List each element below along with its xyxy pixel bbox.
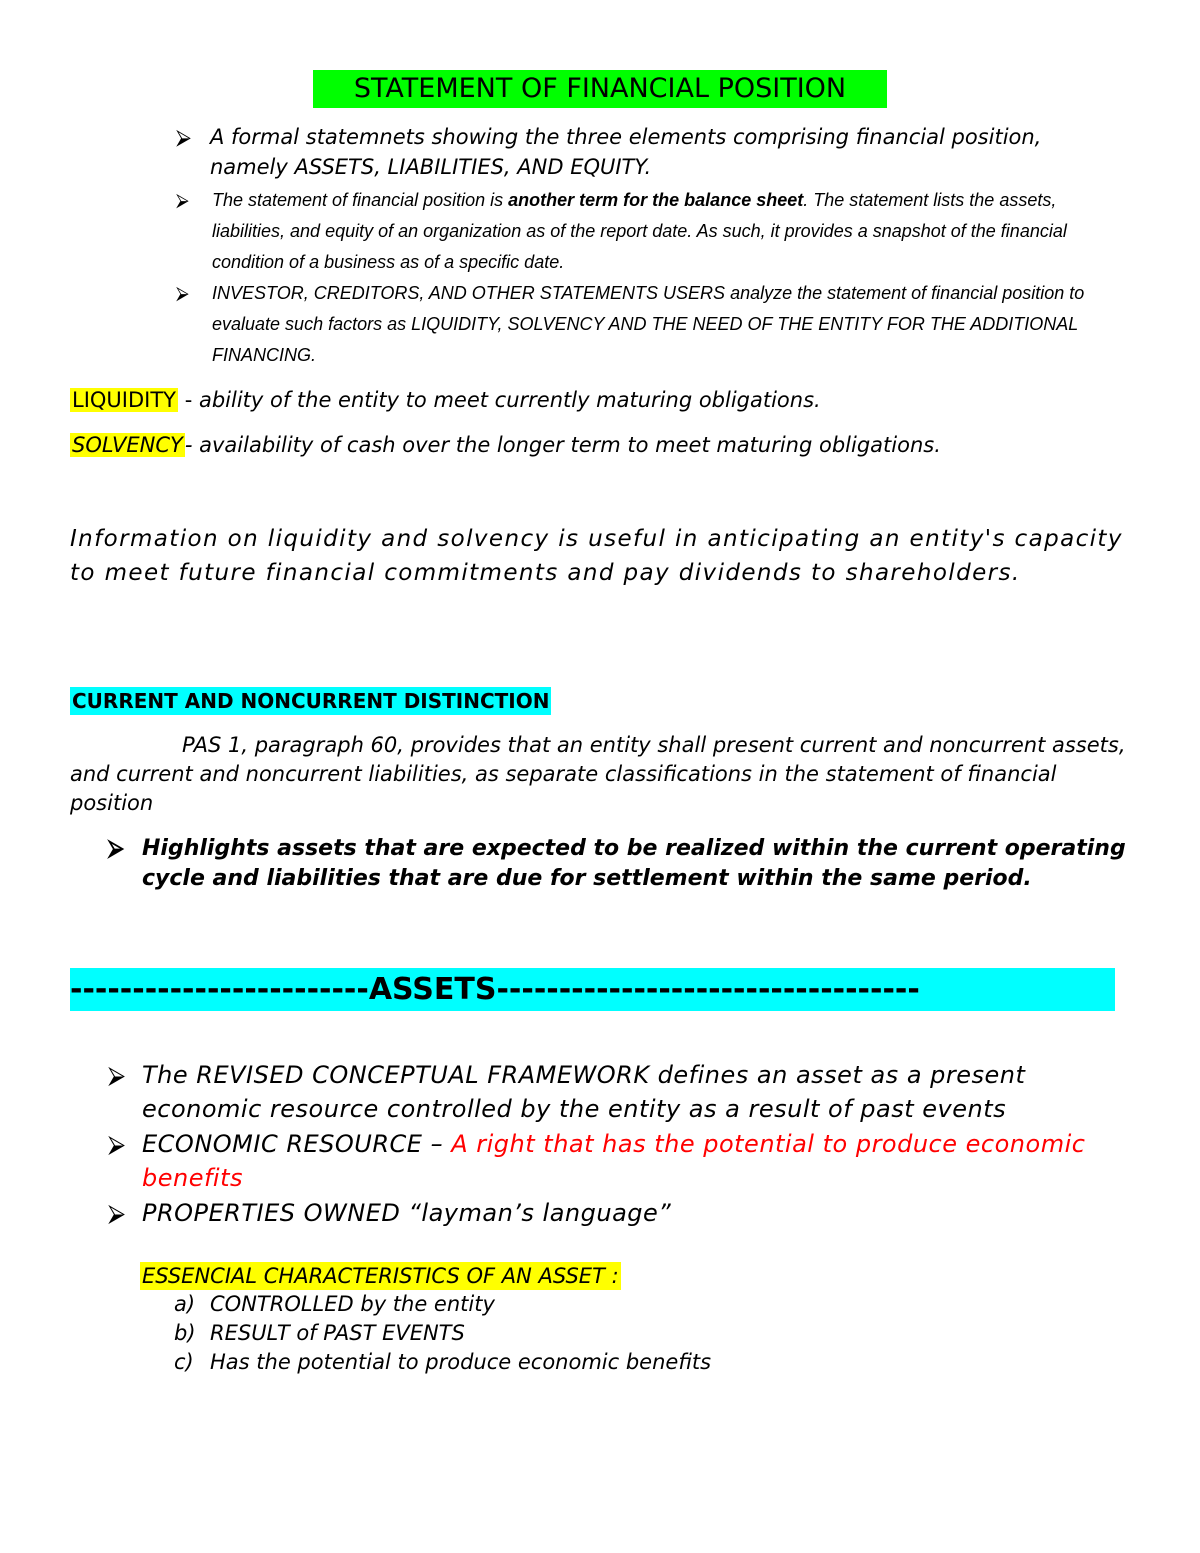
asset-bullet-properties: ⮚ PROPERTIES OWNED “layman’s language” [142, 1196, 1142, 1230]
arrow-bullet-icon: ⮚ [108, 1061, 126, 1089]
bullet-balance-sheet: ⮚ The statement of financial position is another term for the balance sheet. The statement lists the assets, liabilities, and equity of an organization as of the report date. As such, it provides a snapshot of the financial condition of a business as of a specific date. [212, 185, 1122, 278]
arrow-bullet-icon: ⮚ [108, 1130, 126, 1158]
assets-banner: ------------------------ASSETS---------------------------------- [70, 968, 1115, 1011]
liquidity-solvency-info: Information on liquidity and solvency is useful in anticipating an entity's capacity to meet future financial commitments and pay dividends to shareholders. [70, 526, 1123, 586]
arrow-bullet-icon: ⮚ [176, 190, 189, 210]
bold-term: another term for the balance sheet [508, 190, 804, 210]
section-heading-current-noncurrent: CURRENT AND NONCURRENT DISTINCTION [72, 689, 550, 713]
arrow-bullet-icon: ⮚ [108, 1199, 126, 1227]
liquidity-definition: LIQUIDITY - ability of the entity to meet currently maturing obligations. [72, 388, 821, 412]
arrow-bullet-icon: ⮚ [176, 283, 189, 303]
pas-paragraph: PAS 1, paragraph 60, provides that an entity shall present current and noncurrent assets, and current and noncurrent liabilities, as separate classifications in the statement of financial position [70, 733, 1126, 815]
list-item: a) CONTROLLED by the entity [174, 1292, 495, 1316]
list-item: b) RESULT of PAST EVENTS [174, 1321, 465, 1345]
liquidity-term: LIQUIDITY [72, 388, 177, 412]
list-item: c) Has the potential to produce economic benefits [174, 1350, 712, 1374]
page-title: STATEMENT OF FINANCIAL POSITION [313, 70, 887, 108]
bullet-investors: ⮚ INVESTOR, CREDITORS, AND OTHER STATEMENTS USERS analyze the statement of financial position to evaluate such factors as LIQUIDITY, SOLVENCY AND THE NEED OF THE ENTITY FOR THE ADDITIONAL FINANCING. [212, 278, 1122, 371]
solvency-definition: SOLVENCY- availability of cash over the longer term to meet maturing obligations. [72, 433, 941, 457]
arrow-bullet-icon: ⮚ [176, 125, 191, 149]
asset-bullet-framework: ⮚ The REVISED CONCEPTUAL FRAMEWORK defines an asset as a present economic resource controlled by the entity as a result of past events [142, 1058, 1142, 1126]
essential-characteristics-heading: ESSENCIAL CHARACTERISTICS OF AN ASSET : [142, 1264, 619, 1288]
solvency-term: SOLVENCY [72, 433, 183, 457]
asset-bullet-economic-resource: ⮚ ECONOMIC RESOURCE – A right that has the potential to produce economic benefits [142, 1127, 1142, 1195]
highlight-bullet: ⮚ Highlights assets that are expected to be realized within the current operating cycle and liabilities that are due for settlement within the same period. [108, 836, 1126, 891]
bullet-formal-statement: ⮚ A formal statemnets showing the three elements comprising financial position, namely ASSETS, LIABILITIES, AND EQUITY. [210, 122, 1090, 182]
arrow-bullet-icon: ⮚ [108, 836, 124, 861]
economic-resource-definition: A right that has the potential to produce economic benefits [142, 1130, 1086, 1192]
